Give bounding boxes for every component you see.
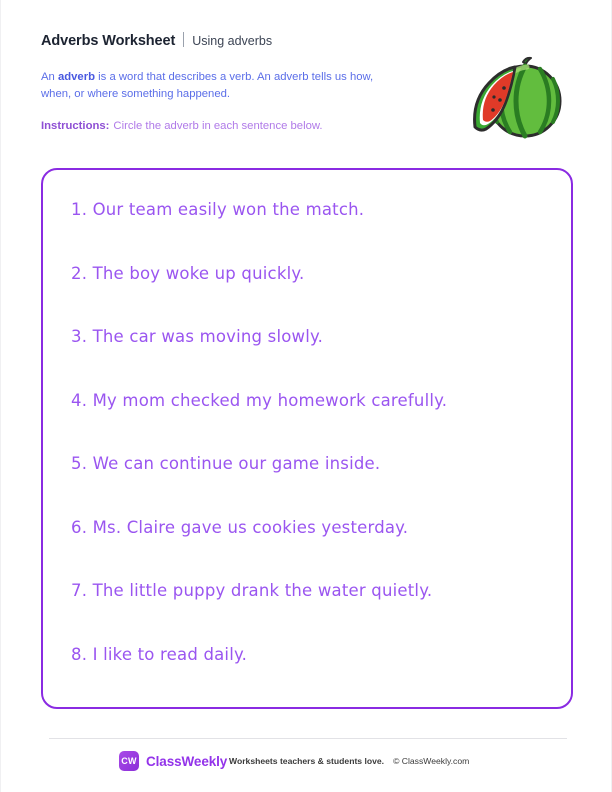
- question-item: 4. My mom checked my homework carefully.: [71, 390, 448, 410]
- page-title: [41, 30, 481, 49]
- question-item: 6. Ms. Claire gave us cookies yesterday.: [71, 517, 409, 537]
- page-footer: [49, 748, 567, 774]
- question-item: 3. The car was moving slowly.: [71, 327, 324, 346]
- instructions-label: Instructions:: [41, 120, 110, 132]
- title-separator: [183, 32, 184, 47]
- question-item: 8. I like to read daily.: [71, 644, 248, 664]
- definition-keyword: adverb: [57, 71, 96, 83]
- question-item: 5. We can continue our game inside.: [71, 454, 381, 473]
- worksheet-title: Adverbs Worksheet: [41, 33, 176, 49]
- question-item: 2. The boy woke up quickly.: [71, 263, 305, 283]
- questions-container: [41, 168, 573, 709]
- watermelon-icon: [463, 55, 573, 145]
- footer-note: [229, 756, 469, 766]
- questions-list: [71, 200, 553, 708]
- footer-tagline: Worksheets teachers & students love.: [229, 756, 385, 766]
- definition-rest: is a word that describes a verb. An adverb tells us how, when, or where something happened.: [41, 71, 374, 100]
- question-item: 7. The little puppy drank the water quietly.: [71, 581, 433, 600]
- question-item: 1. Our team easily won the match.: [71, 200, 365, 219]
- instructions-text: Circle the adverb in each sentence below.: [113, 120, 323, 132]
- adverb-definition: [41, 69, 401, 103]
- worksheet-subtitle: Using adverbs: [192, 34, 273, 48]
- worksheet-header: [41, 30, 481, 132]
- brand-name: ClassWeekly: [146, 753, 228, 769]
- instructions-line: [41, 120, 481, 132]
- footer-copyright: © ClassWeekly.com: [393, 756, 470, 766]
- definition-lead: An: [41, 71, 58, 83]
- footer-divider: [49, 738, 567, 739]
- classweekly-logo-icon: CW: [119, 751, 139, 771]
- brand-logo: [49, 751, 229, 771]
